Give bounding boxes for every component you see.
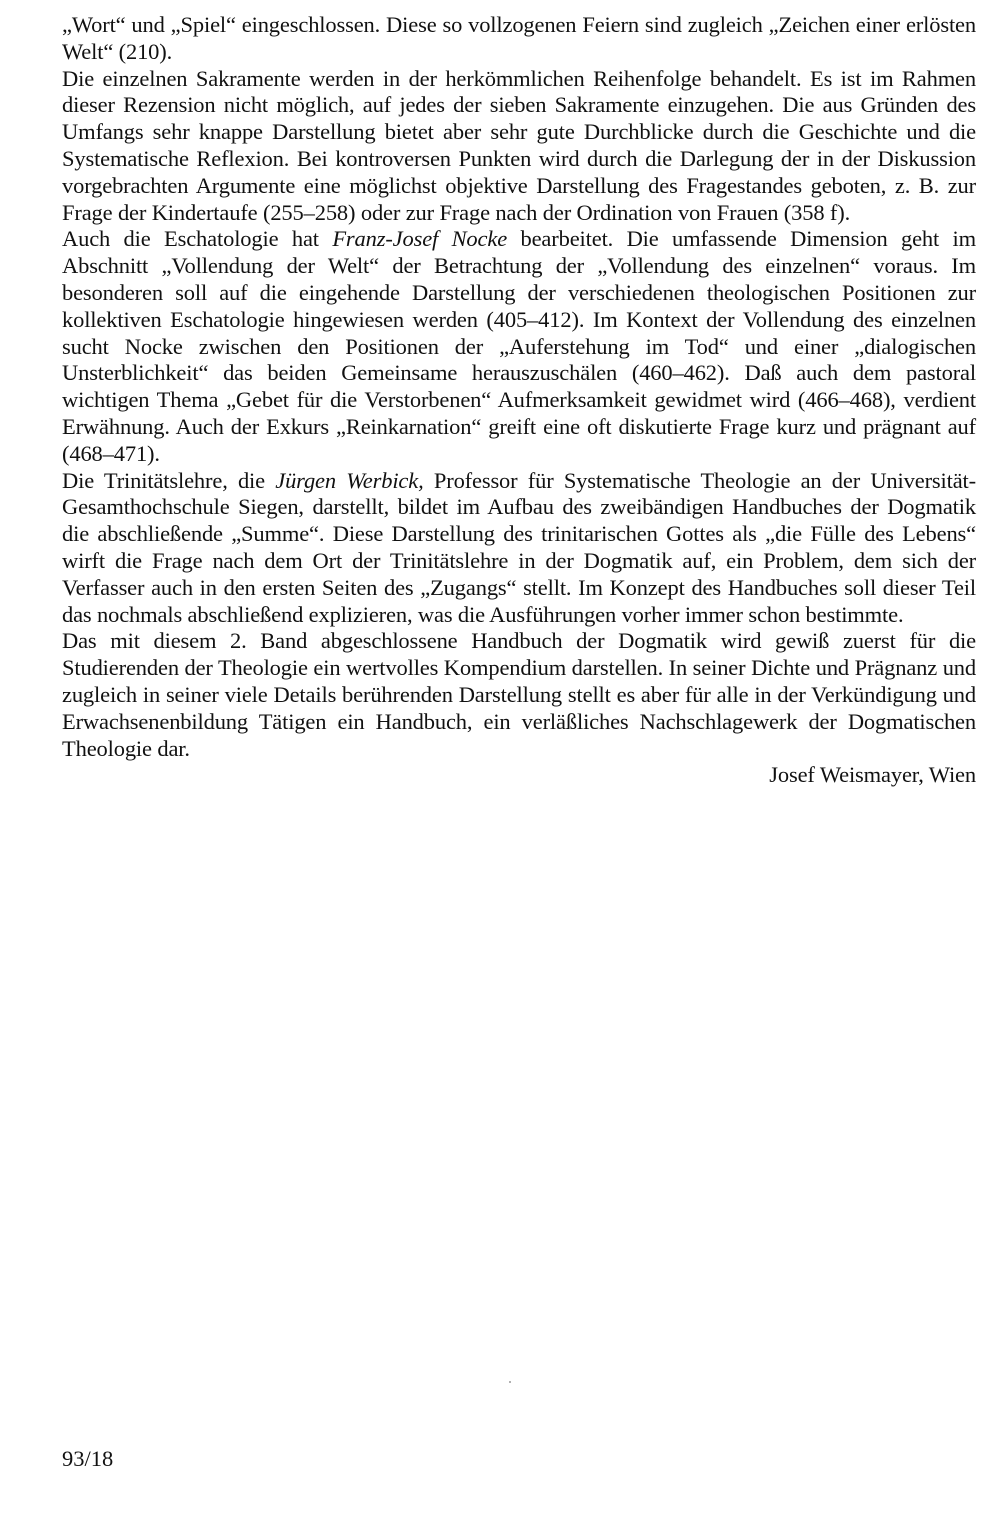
paragraph-text: Das mit diesem 2. Band abgeschlossene Handbuch der Dogmatik wird gewiß zuerst für die Studierenden der Theologie ein wertvolles Kompendium darstellen. In seiner Dichte und Prägnanz und zugleich in seiner viele Details berührenden Darstellung stellt es aber für alle in der Verkündigung und Erwachsenenbildung Tätigen ein Handbuch, ein verläßliches Nachschlagewerk der Dogmatischen Theologie dar. <box>62 628 976 761</box>
paragraph <box>62 66 976 227</box>
paragraph-text: Die einzelnen Sakramente werden in der herkömmlichen Reihenfolge behandelt. Es ist im Rahmen dieser Rezension nicht möglich, auf jedes der sieben Sakramente einzugehen. Die aus Gründen des Umfangs sehr knappe Darstellung bietet aber sehr gute Durchblicke durch die Geschichte und die Systematische Reflexion. Bei kontroversen Punkten wird durch die Darlegung der in der Diskussion vorgebrachten Argumente eine möglichst objektive Darstellung des Fragestandes geboten, z. B. zur Frage der Kindertaufe (255–258) oder zur Frage nach der Ordination von Frauen (358 f). <box>62 65 976 225</box>
paragraph-text: Professor für Systematische Theologie an der Universität-Gesamthochschule Siegen, darstellt, bildet im Aufbau des zweibändigen Handbuches der Dogmatik die abschließende „Summe“. Diese Darstellung des trinitarischen Gottes als „die Fülle des Lebens“ wirft die Frage nach dem Ort der Trinitätslehre in der Dogmatik auf, ein Problem, dem sich der Verfasser auch in den ersten Seiten des „Zugangs“ stellt. Im Konzept des Handbuches soll dieser Teil das nochmals abschließend explizieren, was die Ausführungen vorher immer schon bestimmte. <box>62 467 976 627</box>
author-signature: Josef Weismayer, Wien <box>769 762 976 788</box>
author-name: Franz-Josef Nocke <box>332 226 508 252</box>
paragraph-text: Die Trinitätslehre, die <box>62 467 276 493</box>
paragraph-text: bearbeitet. Die umfassende Dimension geht im Abschnitt „Vollendung der Welt“ der Betrachtung der „Vollendung des einzelnen“ voraus. Im besonderen soll auf die eingehende Darstellung der verschiedenen theologischen Positionen zur kollektiven Eschatologie hingewiesen werden (405–412). Im Kontext der Vollendung des einzelnen sucht Nocke zwischen den Positionen der „Auferstehung im Tod“ und einer „dialogischen Unsterblichkeit“ das beiden Gemeinsame herauszuschälen (460–462). Daß auch dem pastoral wichtigen Thema „Gebet für die Verstorbenen“ Aufmerksamkeit gewidmet wird (466–468), verdient Erwähnung. Auch der Exkurs „Reinkarnation“ greift eine oft diskutierte Frage kurz und prägnant auf (468–471). <box>62 226 977 466</box>
author-name: Jürgen Werbick, <box>275 467 424 493</box>
page-number: 93/18 <box>62 1446 114 1471</box>
paragraph <box>62 628 976 762</box>
paragraph <box>62 226 976 467</box>
paragraph-text: Auch die Eschatologie hat <box>62 226 333 252</box>
paragraph <box>62 468 976 629</box>
review-text <box>62 12 976 789</box>
scan-speck <box>509 1381 511 1383</box>
paragraphs <box>62 12 976 762</box>
paragraph-text: „Wort“ und „Spiel“ eingeschlossen. Diese so vollzogenen Feiern sind zugleich „Zeichen einer erlösten Welt“ (210). <box>62 12 976 64</box>
paragraph <box>62 12 976 66</box>
